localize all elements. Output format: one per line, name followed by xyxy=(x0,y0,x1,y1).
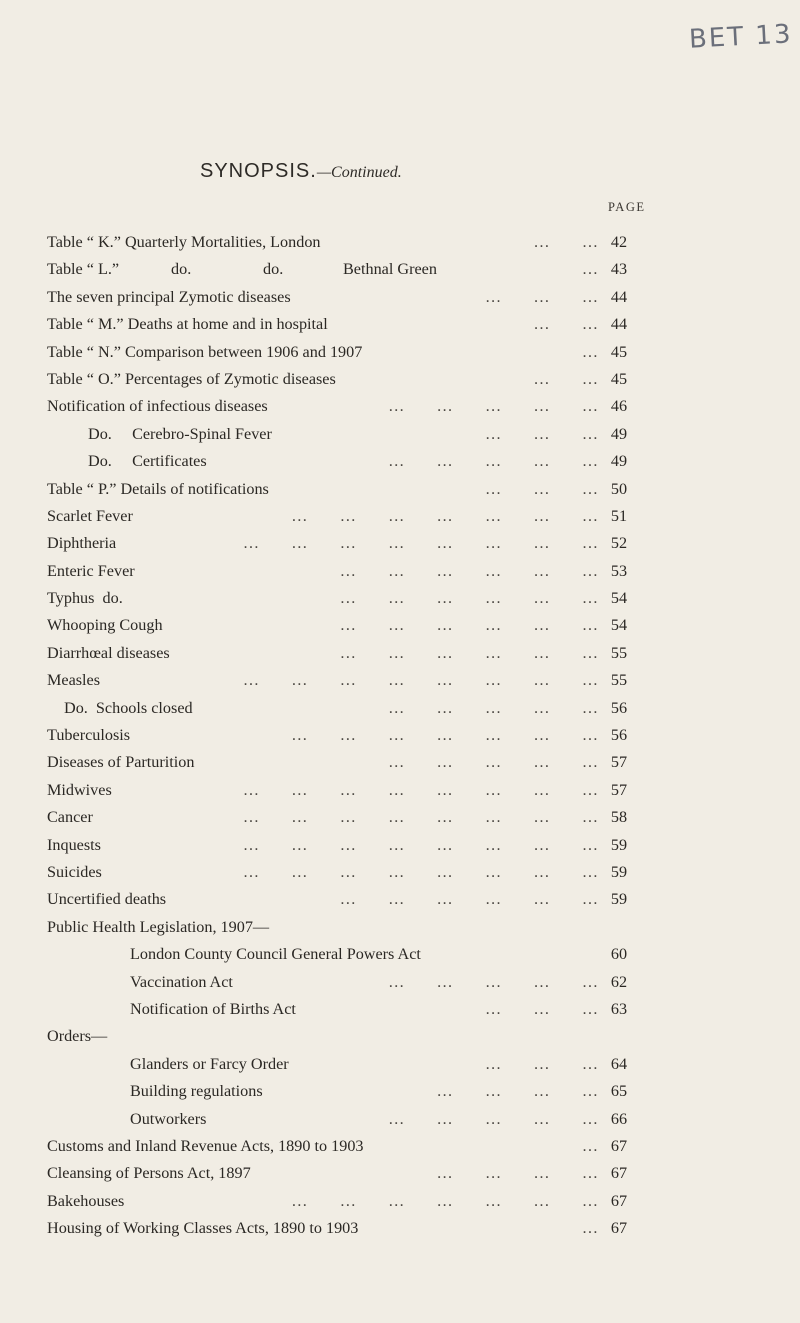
toc-entry-page: 49 xyxy=(610,452,628,471)
toc-row: … … … … … … … Bakehouses 67 xyxy=(0,1188,800,1215)
toc-entry-label: The seven principal Zymotic diseases xyxy=(47,284,297,311)
toc-entry-page: 67 xyxy=(610,1136,628,1155)
toc-entry-label: Diseases of Parturition xyxy=(47,749,200,776)
toc-entry-page: 66 xyxy=(610,1109,628,1128)
toc-row: … … … Table “ P.” Details of notifications 50 xyxy=(0,476,800,503)
toc-row: … … … … … … Uncertified deaths 59 xyxy=(0,886,800,913)
toc-row: … … … … … … Diarrhœal diseases 55 xyxy=(0,640,800,667)
toc-row: … … … The seven principal Zymotic diseases 44 xyxy=(0,284,800,311)
page-column-header: PAGE xyxy=(608,200,646,214)
toc-section-header xyxy=(0,914,800,941)
toc-entry-label: Do. Cerebro-Spinal Fever xyxy=(88,421,278,448)
toc-entry-page: 53 xyxy=(610,561,628,580)
toc-row: … … … Glanders or Farcy Order 64 xyxy=(0,1051,800,1078)
toc-entry-label: Table “ P.” Details of notifications xyxy=(47,476,275,503)
toc-entry-page: 64 xyxy=(610,1054,628,1073)
toc-row: … … … … … Do. Certificates 49 xyxy=(0,448,800,475)
toc-entry-label: Do. Certificates xyxy=(88,448,213,475)
toc-entry-label: London County Council General Powers Act xyxy=(130,941,427,968)
toc-entry-label: Scarlet Fever xyxy=(47,503,139,530)
toc-entry-page: 45 xyxy=(610,342,628,361)
toc-entry-label: Building regulations xyxy=(130,1078,269,1105)
toc-row: … … … … … … … … Diphtheria 52 xyxy=(0,530,800,557)
toc-entry-page: 56 xyxy=(610,698,628,717)
toc-entry-label: Orders— xyxy=(47,1023,113,1050)
toc-row: … … … … Cleansing of Persons Act, 1897 67 xyxy=(0,1160,800,1187)
toc-row: … … Table “ M.” Deaths at home and in hospital 44 xyxy=(0,311,800,338)
toc-entry-page: 49 xyxy=(610,424,628,443)
toc-entry-page: 59 xyxy=(610,890,628,909)
toc-entry-page: 57 xyxy=(610,780,628,799)
toc-entry-label: Enteric Fever xyxy=(47,558,141,585)
toc-entry-page: 51 xyxy=(610,506,628,525)
toc-entry-label: Customs and Inland Revenue Acts, 1890 to 1903 xyxy=(47,1133,370,1160)
toc-row: … … … … Building regulations 65 xyxy=(0,1078,800,1105)
toc-row: … Table “ N.” Comparison between 1906 and 1907 45 xyxy=(0,339,800,366)
table-of-contents xyxy=(0,229,800,1242)
toc-entry-label: Midwives xyxy=(47,777,118,804)
toc-row: … … Table “ K.” Quarterly Mortalities, London 42 xyxy=(0,229,800,256)
toc-row: … Customs and Inland Revenue Acts, 1890 to 1903 67 xyxy=(0,1133,800,1160)
toc-entry-label: Table “ O.” Percentages of Zymotic diseases xyxy=(47,366,342,393)
toc-entry-label: Table “ M.” Deaths at home and in hospital xyxy=(47,311,334,338)
toc-row: … … … … … Outworkers 66 xyxy=(0,1106,800,1133)
toc-row: … … … … … … Typhus do. 54 xyxy=(0,585,800,612)
toc-entry-label: Suicides xyxy=(47,859,108,886)
toc-entry-label: Bakehouses xyxy=(47,1188,130,1215)
toc-entry-page: 67 xyxy=(610,1219,628,1238)
toc-row: … … … Notification of Births Act 63 xyxy=(0,996,800,1023)
toc-row: … … … … … … Enteric Fever 53 xyxy=(0,558,800,585)
toc-entry-page: 59 xyxy=(610,862,628,881)
toc-row: … … … … … Diseases of Parturition 57 xyxy=(0,749,800,776)
toc-entry-page: 58 xyxy=(610,808,628,827)
toc-entry-page: 46 xyxy=(610,397,628,416)
toc-entry-page: 54 xyxy=(610,616,628,635)
toc-entry-label: Cancer xyxy=(47,804,99,831)
toc-entry-label: Notification of infectious diseases xyxy=(47,393,274,420)
toc-entry-label: Outworkers xyxy=(130,1106,212,1133)
toc-row xyxy=(0,941,800,968)
toc-entry-label: Whooping Cough xyxy=(47,612,169,639)
toc-entry-page: 44 xyxy=(610,315,628,334)
toc-entry-label: Measles xyxy=(47,667,106,694)
toc-row: … … … … … … … … Midwives 57 xyxy=(0,777,800,804)
toc-row: … … … … … … … … Inquests 59 xyxy=(0,832,800,859)
toc-entry-label: Typhus do. xyxy=(47,585,129,612)
toc-entry-label: Diphtheria xyxy=(47,530,122,557)
toc-entry-page: 60 xyxy=(610,945,628,964)
toc-entry-label: Housing of Working Classes Acts, 1890 to 1903 xyxy=(47,1215,364,1242)
toc-row: … … … … … … … Tuberculosis 56 xyxy=(0,722,800,749)
toc-row: … … … … … Notification of infectious diseases 46 xyxy=(0,393,800,420)
toc-row: … … … … … Do. Schools closed 56 xyxy=(0,695,800,722)
toc-entry-page: 57 xyxy=(610,753,628,772)
toc-row: … … … … … … … Scarlet Fever 51 xyxy=(0,503,800,530)
toc-entry-page: 45 xyxy=(610,369,628,388)
toc-entry-page: 55 xyxy=(610,671,628,690)
toc-entry-label: Cleansing of Persons Act, 1897 xyxy=(47,1160,257,1187)
toc-entry-label: Do. Schools closed xyxy=(64,695,199,722)
toc-entry-page: 63 xyxy=(610,999,628,1018)
toc-entry-page: 52 xyxy=(610,534,628,553)
page-title xyxy=(200,160,402,183)
toc-entry-page: 56 xyxy=(610,726,628,745)
toc-entry-label: Table “ K.” Quarterly Mortalities, London xyxy=(47,229,327,256)
toc-row: … … … Do. Cerebro-Spinal Fever 49 xyxy=(0,421,800,448)
title-sub: —Continued. xyxy=(316,164,402,181)
toc-entry-label: Diarrhœal diseases xyxy=(47,640,176,667)
toc-entry-label: Vaccination Act xyxy=(130,969,239,996)
toc-entry-label: Uncertified deaths xyxy=(47,886,172,913)
shelfmark-annotation: BET 13 xyxy=(687,19,793,55)
toc-row: … … … … … … … … Measles 55 xyxy=(0,667,800,694)
toc-entry-page: 44 xyxy=(610,287,628,306)
toc-entry-page: 65 xyxy=(610,1082,628,1101)
toc-entry-label: Table “ N.” Comparison between 1906 and 1907 xyxy=(47,339,368,366)
toc-entry-label: Notification of Births Act xyxy=(130,996,302,1023)
toc-entry-page: 50 xyxy=(610,479,628,498)
title-main: SYNOPSIS. xyxy=(200,160,317,182)
toc-entry-label: Table “ L.” do. do. Bethnal Green xyxy=(47,256,443,283)
toc-entry-page: 67 xyxy=(610,1164,628,1183)
toc-row: … … … … … … … … Suicides 59 xyxy=(0,859,800,886)
toc-entry-page: 43 xyxy=(610,260,628,279)
toc-row: … … … … … … … … Cancer 58 xyxy=(0,804,800,831)
toc-section-header xyxy=(0,1023,800,1050)
toc-row: … Table “ L.” do. do. Bethnal Green 43 xyxy=(0,256,800,283)
toc-row: … … Table “ O.” Percentages of Zymotic diseases 45 xyxy=(0,366,800,393)
toc-row: … … … … … Vaccination Act 62 xyxy=(0,969,800,996)
toc-entry-page: 59 xyxy=(610,835,628,854)
toc-entry-label: Inquests xyxy=(47,832,107,859)
toc-row: … … … … … … Whooping Cough 54 xyxy=(0,612,800,639)
toc-entry-label: Tuberculosis xyxy=(47,722,136,749)
toc-entry-page: 55 xyxy=(610,643,628,662)
toc-entry-page: 54 xyxy=(610,589,628,608)
toc-entry-label: Public Health Legislation, 1907— xyxy=(47,914,275,941)
toc-row: … Housing of Working Classes Acts, 1890 to 1903 67 xyxy=(0,1215,800,1242)
toc-entry-page: 62 xyxy=(610,972,628,991)
toc-entry-page: 42 xyxy=(610,233,628,251)
toc-entry-page: 67 xyxy=(610,1191,628,1210)
toc-entry-label: Glanders or Farcy Order xyxy=(130,1051,295,1078)
